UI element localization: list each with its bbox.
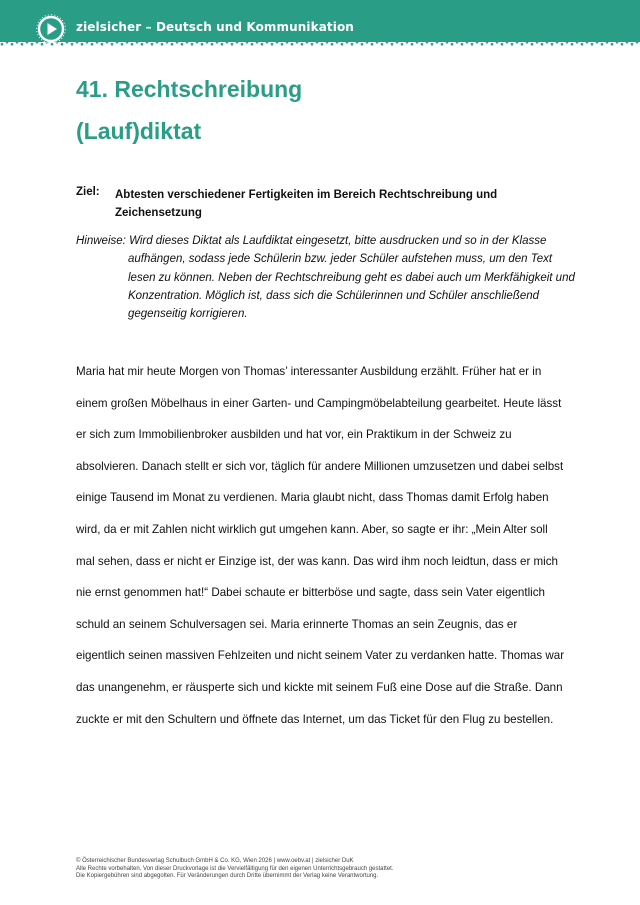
hinweise-first-line: Wird dieses Diktat als Laufdiktat eingesetzt, bitte ausdrucken und so in der Klasse bbox=[129, 235, 547, 247]
hinweise-block bbox=[76, 232, 576, 323]
page-subtitle: (Lauf)diktat bbox=[76, 118, 202, 144]
header-title: zielsicher – Deutsch und Kommunikation bbox=[76, 20, 354, 34]
ziel-text: Abtesten verschiedener Fertigkeiten im Bereich Rechtschreibung und Zeichensetzung bbox=[115, 189, 498, 219]
header-dotted-border bbox=[0, 40, 640, 48]
page-title: 41. Rechtschreibung bbox=[76, 76, 303, 102]
footer-rights: Alle Rechte vorbehalten. Von dieser Druckvorlage ist die Vervielfältigung für den eigenen Unterrichtsgebrauch gestattet. bbox=[76, 865, 394, 872]
footer-copyright: © Österreichischer Bundesverlag Schulbuch GmbH & Co. KG, Wien 2026 | www.oebv.at | zielsicher DuK bbox=[76, 858, 354, 864]
play-circle-icon bbox=[36, 14, 66, 44]
ziel-label: Ziel: bbox=[76, 186, 100, 198]
hinweise-text: aufhängen, sodass jede Schülerin bzw. jeder Schüler aufstehen muss, um den Text lesen zu können. Neben der Rechtschreibung geht es dabei auch um Merkfähigkeit und Konzentration. Möglich ist, dass sich die Schülerinnen und Schüler anschließend gegenseitig korrigieren. bbox=[128, 253, 575, 321]
footer-liability: Die Kopiergebühren sind abgegolten. Für Veränderungen durch Dritte übernimmt der Verlag keine Verantwortung. bbox=[76, 873, 379, 880]
footer bbox=[76, 858, 616, 881]
diktat-text: Maria hat mir heute Morgen von Thomas’ interessanter Ausbildung erzählt. Früher hat er in einem großen Möbelhaus in einer Garten- und Campingmöbelabteilung gearbeitet. Heute lässt er sich zum Immobilienbroker ausbilden und hat vor, ein Praktikum in der Schweiz zu absolvieren. Danach stellt er sich vor, täglich für andere Millionen umzusetzen und dabei selbst einige Tausend im Monat zu verdienen. Maria glaubt nicht, dass Thomas damit Erfolg haben wird, da er mit Zahlen nicht wirklich gut umgehen kann. Aber, so sagte er ihr: „Mein Alter soll mal sehen, dass er nicht er Einzige ist, der was kann. Das wird ihm noch leidtun, dass er mich nie ernst genommen hat!“ Dabei schaute er bitterböse und sagte, dass sein Vater eigentlich schuld an seinem Schulversagen sei. Maria erinnerte Thomas an sein Zeugnis, das er eigentlich seinen massiven Fehlzeiten und nicht seinem Vater zu verdanken hatte. Thomas war das unangenehm, er räusperte sich und kickte mit seinem Fuß eine Dose auf die Straße. Dann zuckte er mit den Schultern und öffnete das Internet, um das Ticket für den Flug zu bestellen. bbox=[76, 365, 565, 726]
hinweise-label: Hinweise: bbox=[76, 235, 126, 247]
